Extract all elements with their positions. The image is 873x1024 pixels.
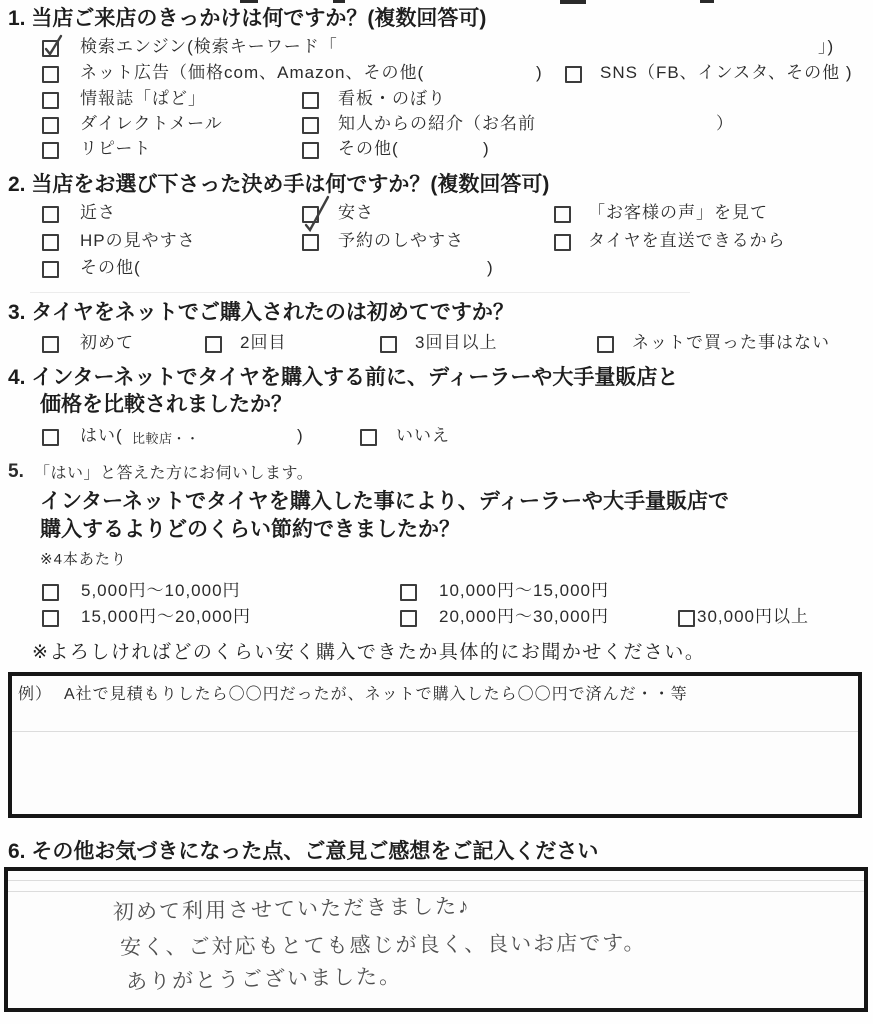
q5-option-p2: 10,000円～15,000円 (439, 581, 609, 600)
checkbox-q2-voice[interactable] (554, 206, 571, 223)
q1-option-direct-mail: ダイレクトメール (80, 114, 223, 133)
q2-option-near: 近さ (80, 203, 116, 222)
q2-option-other: その他( (80, 258, 141, 277)
checkbox-q2-other[interactable] (42, 261, 59, 278)
q1-option-search-engine-suffix: 」) (818, 37, 835, 56)
q1-option-magazine: 情報誌「ぱど」 (80, 89, 206, 108)
checkbox-q1-net-ad[interactable] (42, 66, 59, 83)
q4-option-no: いいえ (396, 426, 450, 445)
q2-option-voice: 「お客様の声」を見て (588, 203, 768, 222)
checkbox-q3-never[interactable] (597, 336, 614, 353)
q5-number: 5. (8, 461, 24, 482)
checkbox-q1-signboard[interactable] (302, 92, 319, 109)
example-text: A社で見積もりしたら〇〇円だったが、ネットで購入したら〇〇円で済んだ・・等 (64, 686, 688, 703)
checkbox-q3-second[interactable] (205, 336, 222, 353)
checkbox-q1-magazine[interactable] (42, 92, 59, 109)
q5-option-p1: 5,000円～10,000円 (81, 581, 241, 600)
check-icon (301, 199, 331, 235)
checkbox-q2-reserve[interactable] (302, 234, 319, 251)
q3-title: 3. タイヤをネットでご購入されたのは初めてですか？ (8, 301, 514, 324)
savings-example-box[interactable] (8, 672, 862, 818)
example-label: 例） (18, 686, 53, 703)
q1-option-referral: 知人からの紹介（お名前 (338, 114, 536, 133)
q3-option-never: ネットで買った事はない (632, 333, 830, 352)
checkbox-q2-direct-ship[interactable] (554, 234, 571, 251)
q2-option-hp: HPの見やすさ (80, 231, 196, 250)
q1-option-other-suffix: ) (483, 139, 490, 158)
q1-option-search-engine: 検索エンジン(検索キーワード「 (80, 37, 338, 56)
checkbox-q5-p1[interactable] (42, 584, 59, 601)
checkbox-q5-p2[interactable] (400, 584, 417, 601)
handwritten-comment-line1: 初めて利用させていただきました♪ (112, 894, 471, 925)
q4-title-line1: 4. インターネットでタイヤを購入する前に、ディーラーや大手量販店と (8, 366, 679, 389)
q5-note: ※4本あたり (40, 551, 127, 568)
scan-artifact (560, 0, 586, 4)
q5-option-p5: 30,000円以上 (697, 607, 809, 626)
checkbox-q2-cheap[interactable] (302, 206, 319, 223)
q4-option-yes-suffix: ) (297, 426, 304, 445)
scan-artifact (30, 292, 690, 293)
q5-question-line1: インターネットでタイヤを購入した事により、ディーラーや大手量販店で (40, 490, 730, 513)
q6-title: 6. その他お気づきになった点、ご意見ご感想をご記入ください (8, 840, 599, 863)
q1-option-net-ad-suffix: ) (536, 63, 543, 82)
q4-option-yes: はい( (80, 426, 123, 445)
handwritten-comment-line3: ありがとうございました。 (125, 965, 403, 994)
q5-ask-note: ※よろしければどのくらい安く購入できたか具体的にお聞かせください。 (32, 642, 706, 663)
checkbox-q1-other[interactable] (302, 142, 319, 159)
q2-title: 2. 当店をお選び下さった決め手は何ですか？(複数回答可) (8, 173, 550, 196)
q3-option-third-plus: 3回目以上 (415, 333, 498, 352)
checkbox-q1-search-engine[interactable] (42, 40, 59, 57)
scan-artifact (240, 0, 258, 3)
checkbox-q3-first[interactable] (42, 336, 59, 353)
checkbox-q1-sns[interactable] (565, 66, 582, 83)
checkbox-q4-yes[interactable] (42, 429, 59, 446)
check-icon (41, 33, 65, 59)
ruled-line (8, 880, 864, 881)
checkbox-q2-near[interactable] (42, 206, 59, 223)
comments-box[interactable] (4, 867, 868, 1012)
ruled-line (12, 731, 858, 732)
q1-option-other: その他( (338, 139, 399, 158)
handwritten-comment-line2: 安く、ご対応もとても感じが良く、良いお店です。 (119, 931, 647, 960)
checkbox-q1-repeat[interactable] (42, 142, 59, 159)
q5-option-p3: 15,000円～20,000円 (81, 607, 251, 626)
checkbox-q3-third-plus[interactable] (380, 336, 397, 353)
q2-option-reserve: 予約のしやすさ (338, 231, 464, 250)
q5-option-p4: 20,000円～30,000円 (439, 607, 609, 626)
q2-option-cheap: 安さ (338, 203, 374, 222)
q1-option-signboard: 看板・のぼり (338, 89, 446, 108)
checkbox-q4-no[interactable] (360, 429, 377, 446)
q1-option-net-ad: ネット広告（価格com、Amazon、その他( (80, 63, 425, 82)
scan-artifact (700, 0, 714, 3)
q1-option-referral-suffix: ） (716, 114, 734, 133)
checkbox-q1-referral[interactable] (302, 117, 319, 134)
scan-artifact (333, 0, 345, 3)
q5-question-line2: 購入するよりどのくらい節約できましたか？ (40, 518, 460, 541)
q5-lead: 「はい」と答えた方にお伺いします。 (34, 465, 314, 482)
q4-option-yes-small: 比較店・・ (132, 431, 200, 446)
q2-option-other-suffix: ) (487, 258, 494, 277)
checkbox-q5-p5[interactable] (678, 610, 695, 627)
q1-title: 1. 当店ご来店のきっかけは何ですか？(複数回答可) (8, 7, 487, 30)
checkbox-q1-direct-mail[interactable] (42, 117, 59, 134)
q1-option-repeat: リピート (80, 139, 152, 158)
q3-option-first: 初めて (80, 333, 134, 352)
q4-title-line2: 価格を比較されましたか？ (40, 393, 292, 416)
checkbox-q2-hp[interactable] (42, 234, 59, 251)
checkbox-q5-p4[interactable] (400, 610, 417, 627)
q2-option-direct-ship: タイヤを直送できるから (588, 231, 786, 250)
checkbox-q5-p3[interactable] (42, 610, 59, 627)
q3-option-second: 2回目 (240, 333, 287, 352)
q1-option-sns: SNS（FB、インスタ、その他 ) (600, 63, 853, 82)
